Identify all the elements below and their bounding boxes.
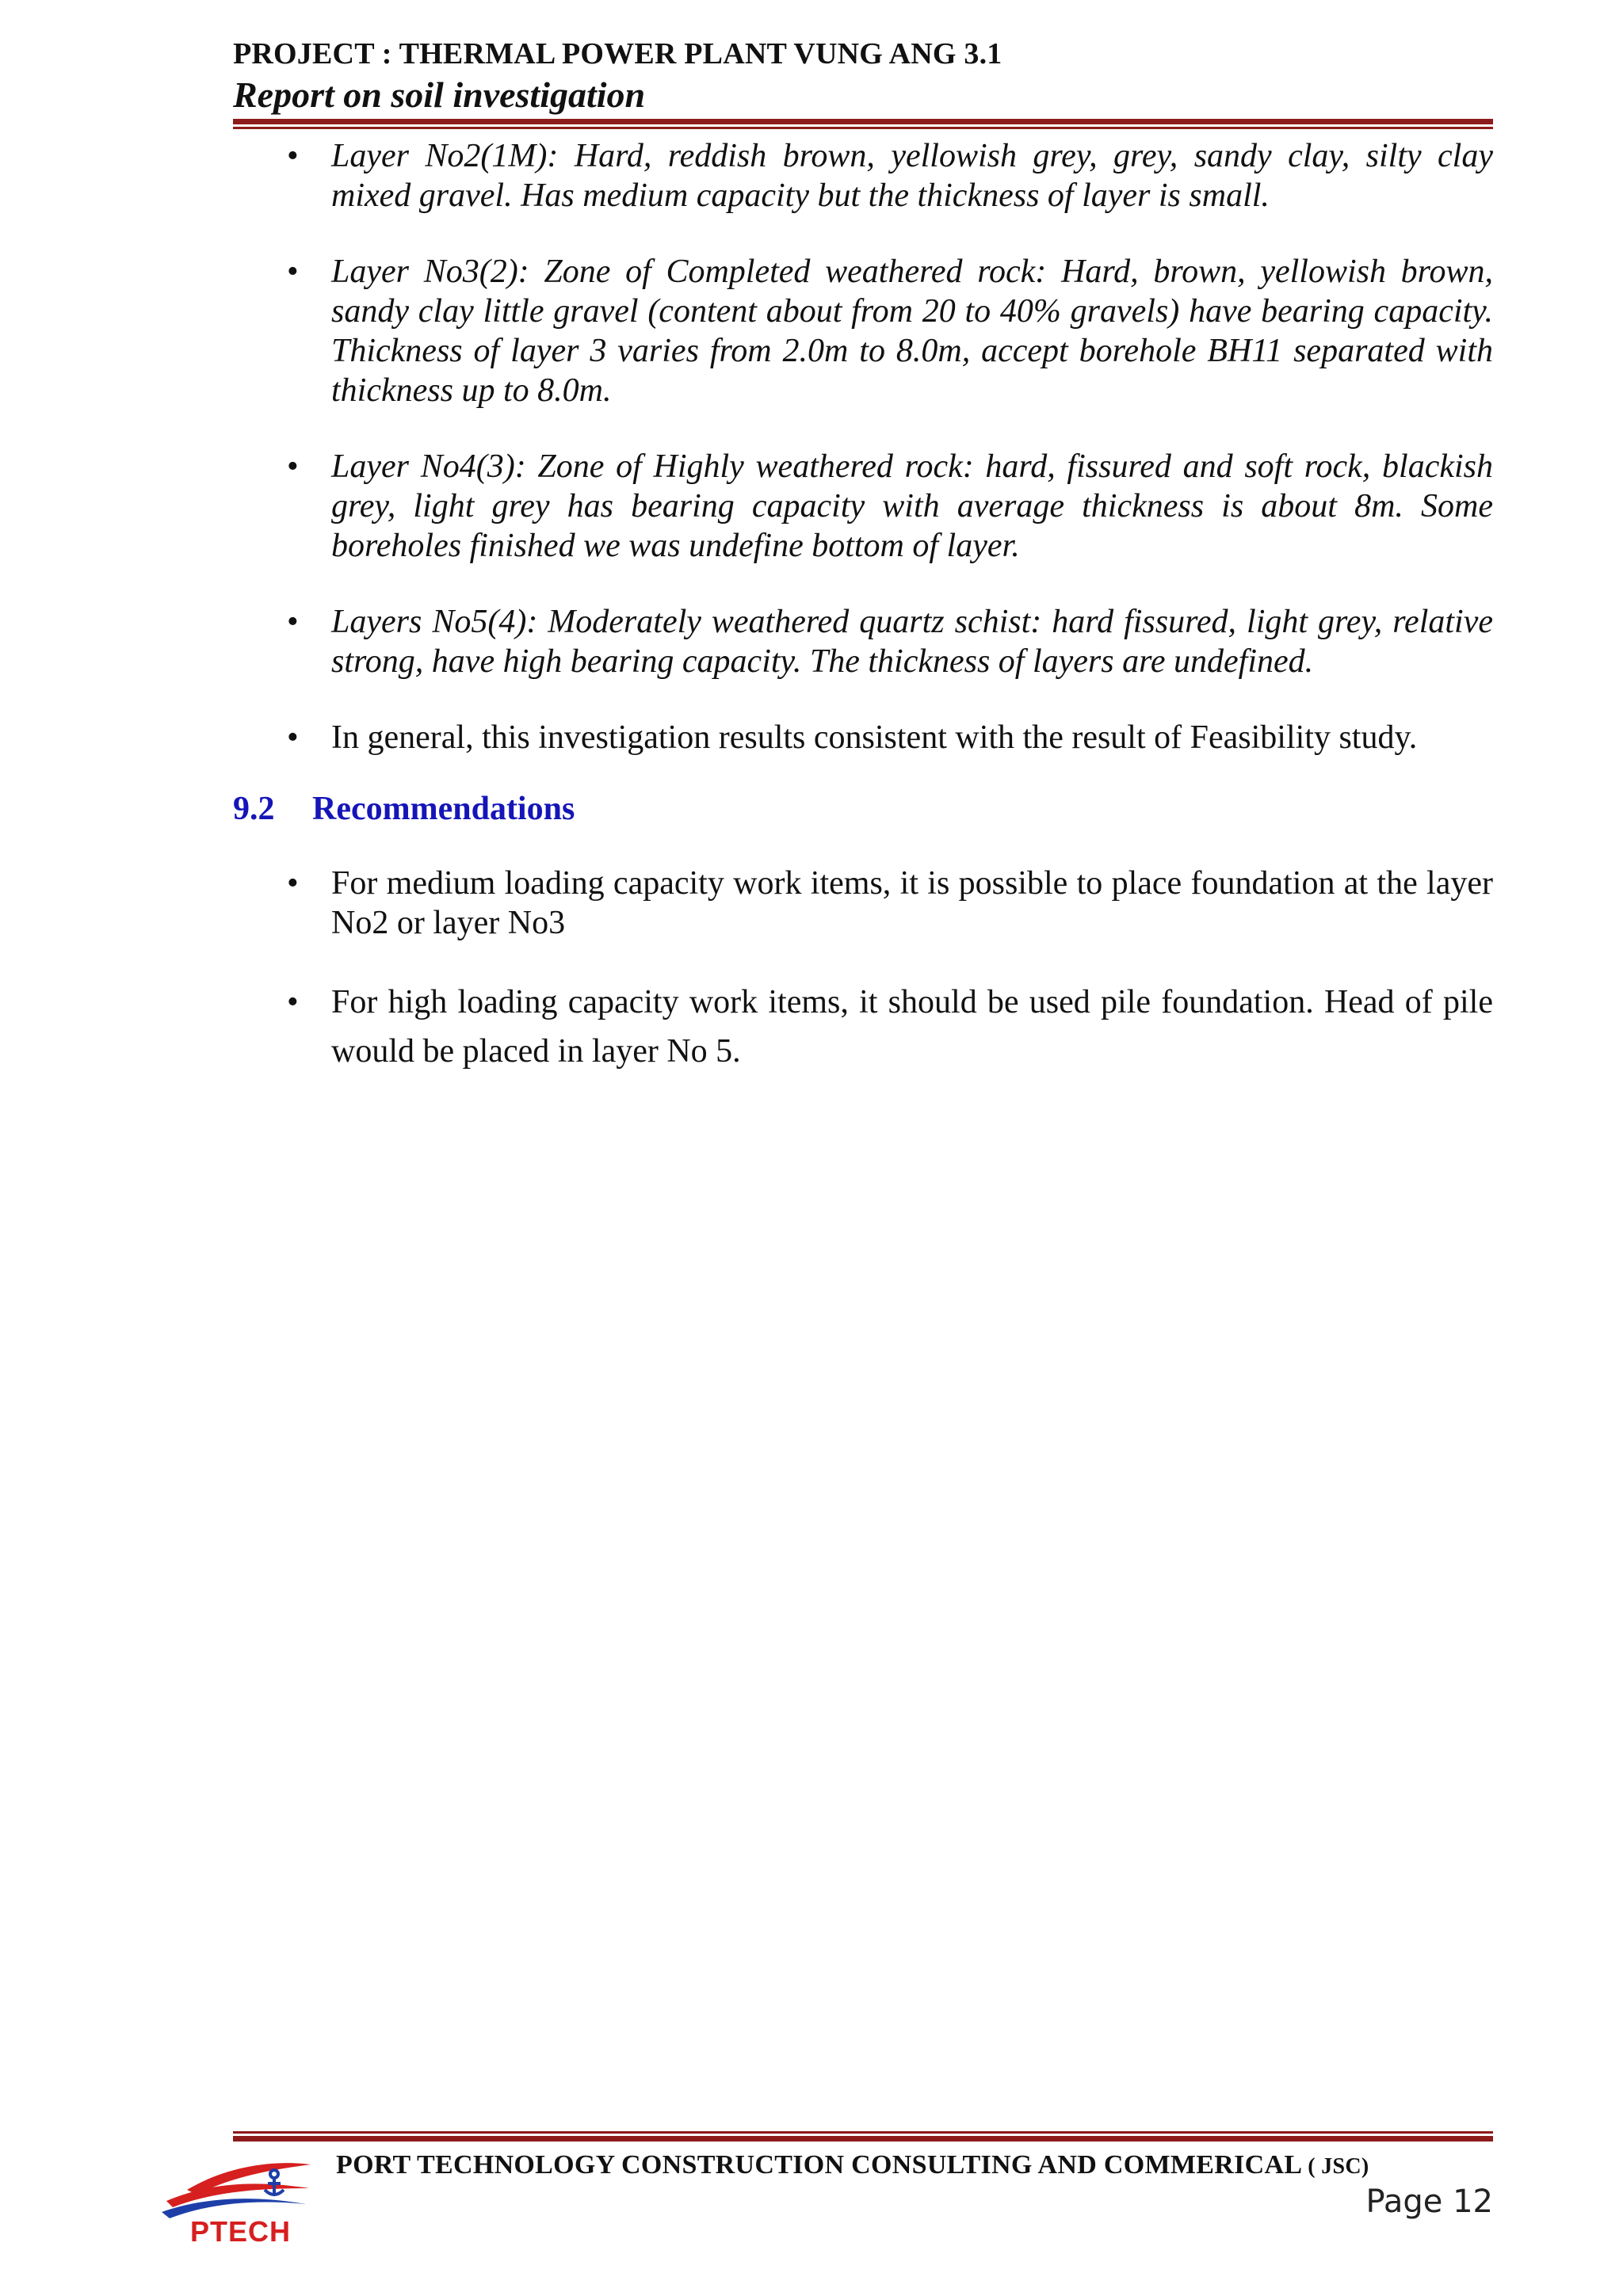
- footer-rule-thin: [233, 2131, 1493, 2134]
- project-title: PROJECT : THERMAL POWER PLANT VUNG ANG 3.1: [233, 37, 1002, 71]
- conclusions-list: [233, 136, 1493, 757]
- recommendation-text: For medium loading capacity work items, it is possible to place foundation at the layer No2 or layer No3: [331, 865, 1493, 941]
- section-title: Recommendations: [312, 791, 575, 827]
- conclusion-text: Layer No4(3): Zone of Highly weathered rock: hard, fissured and soft rock, blackish grey, light grey has bearing capacity with average thickness is about 8m. Some boreholes finished we was undefine bottom of layer.: [331, 448, 1493, 564]
- page-content: [233, 135, 1493, 1076]
- logo-swoosh-red: [166, 2183, 309, 2207]
- footer-company: [336, 2149, 1493, 2183]
- footer-rule-thick: [233, 2136, 1493, 2142]
- bullet-icon: •: [287, 604, 299, 640]
- page-header: [233, 35, 1493, 117]
- logo-text: PTECH: [190, 2215, 292, 2248]
- footer-rule: [233, 2131, 1493, 2142]
- anchor-icon: [265, 2170, 284, 2195]
- bullet-icon: •: [287, 138, 299, 174]
- header-rule-thin: [233, 127, 1493, 129]
- bullet-icon: •: [287, 719, 299, 756]
- conclusion-text: In general, this investigation results consistent with the result of Feasibility study.: [331, 719, 1418, 756]
- section-heading: [233, 789, 1493, 829]
- conclusion-text: Layer No3(2): Zone of Completed weathered rock: Hard, brown, yellowish brown, sandy clay little gravel (content about from 20 to 40% gravels) have bearing capacity. Thickness of layer 3 varies from 2.0m to 8.0m, accept borehole BH11 separated with thickness up to 8.0m.: [331, 254, 1493, 409]
- bullet-icon: •: [287, 254, 299, 290]
- conclusion-text: Layer No2(1M): Hard, reddish brown, yellowish grey, grey, sandy clay, silty clay mixed gravel. Has medium capacity but the thickness of layer is small.: [331, 138, 1493, 214]
- conclusion-item: [233, 252, 1493, 410]
- company-suffix: ( JSC): [1308, 2154, 1369, 2179]
- page-number: Page 12: [1365, 2183, 1493, 2220]
- recommendation-item: [233, 978, 1493, 1076]
- bullet-icon: •: [287, 448, 299, 485]
- conclusion-item: [233, 718, 1493, 757]
- header-rule: [233, 119, 1493, 130]
- company-name: PORT TECHNOLOGY CONSTRUCTION CONSULTING AND COMMERICAL: [336, 2150, 1301, 2180]
- recommendation-text: For high loading capacity work items, it should be used pile foundation. Head of pile would be placed in layer No 5.: [331, 984, 1493, 1070]
- conclusion-item: [233, 447, 1493, 566]
- conclusion-item: [233, 602, 1493, 681]
- recommendations-list: [233, 864, 1493, 1076]
- conclusion-text: Layers No5(4): Moderately weathered quartz schist: hard fissured, light grey, relative strong, have high bearing capacity. The thickness of layers are undefined.: [331, 604, 1493, 680]
- recommendation-item: [233, 864, 1493, 943]
- conclusion-item: [233, 136, 1493, 215]
- bullet-icon: •: [287, 865, 299, 902]
- bullet-icon: •: [287, 984, 299, 1020]
- header-rule-thick: [233, 119, 1493, 124]
- report-title: Report on soil investigation: [233, 74, 646, 115]
- section-number: 9.2: [233, 791, 275, 827]
